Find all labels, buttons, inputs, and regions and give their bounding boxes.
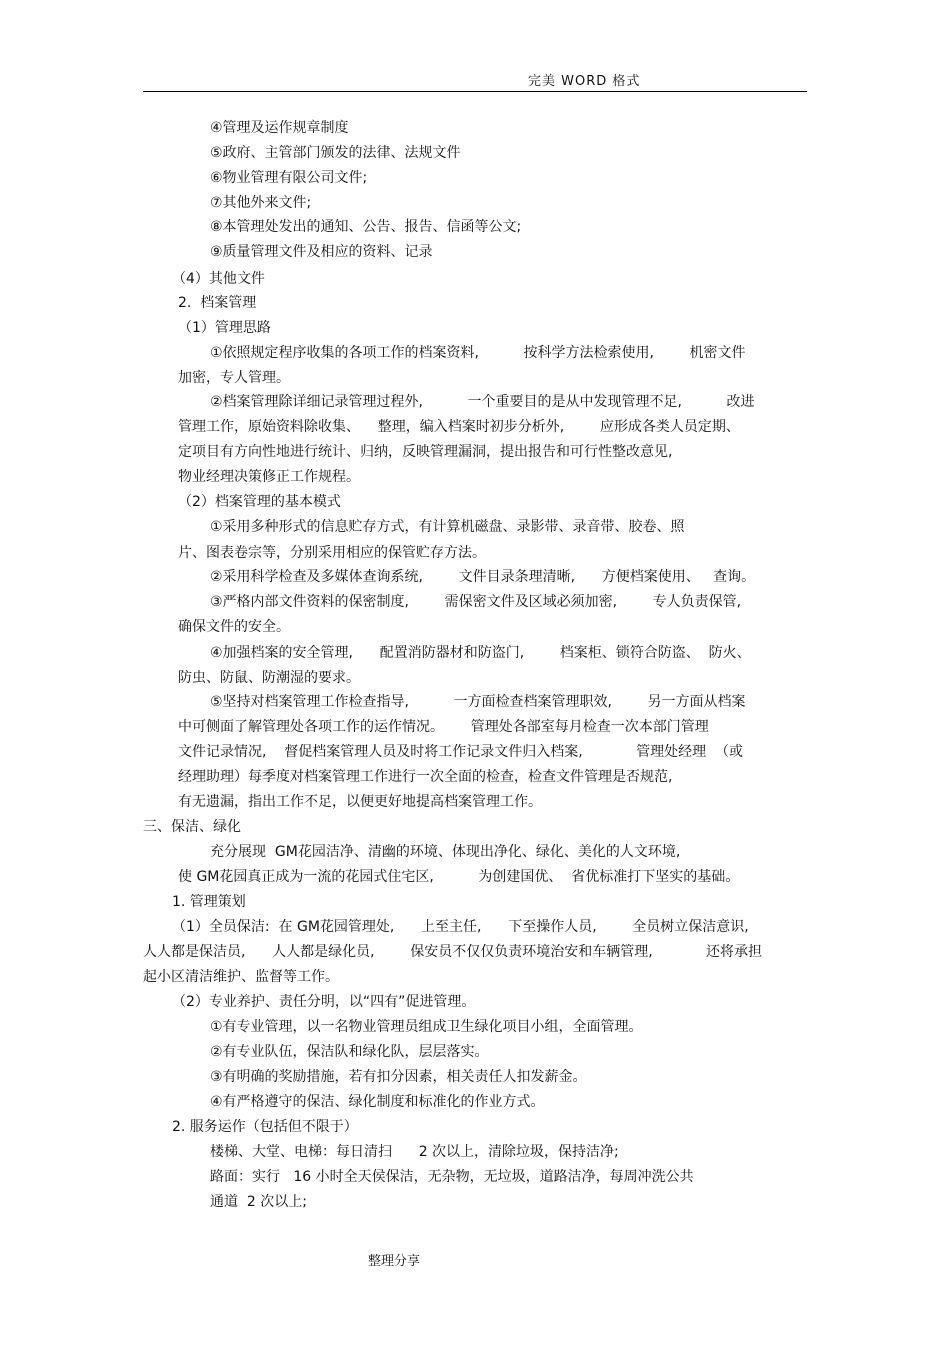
body-line: 使 GM花园真正成为一流的花园式住宅区, 为创建国优、 省优标准打下坚实的基础。 (178, 869, 740, 885)
body-line: 加密，专人管理。 (178, 370, 290, 386)
body-line: ①有专业管理，以一名物业管理员组成卫生绿化项目小组，全面管理。 (210, 1019, 643, 1035)
section-heading: 三、保洁、绿化 (143, 819, 241, 835)
body-line: ⑤坚持对档案管理工作检查指导, 一方面检查档案管理职效, 另一方面从档案 (210, 694, 746, 710)
body-line: 路面：实行 16 小时全天侯保洁，无杂物，无垃圾，道路洁净，每周冲洗公共 (210, 1169, 694, 1185)
body-line: 2. 服务运作（包括但不限于） (172, 1119, 358, 1135)
body-line: ③有明确的奖励措施，若有扣分因素，相关责任人扣发薪金。 (210, 1069, 587, 1085)
body-line: ②有专业队伍，保洁队和绿化队，层层落实。 (210, 1044, 489, 1060)
body-line: 定项目有方向性地进行统计、归纳，反映管理漏洞，提出报告和可行性整改意见, (178, 444, 673, 460)
header-rule (143, 91, 807, 92)
page-header: 完美 WORD 格式 (528, 74, 641, 89)
body-line: 人人都是保洁员, 人人都是绿化员, 保安员不仅仅负责环境治安和车辆管理, 还将承担 (143, 944, 763, 960)
body-line: 文件记录情况, 督促档案管理人员及时将工作记录文件归入档案, 管理处经理 （或 (178, 744, 744, 760)
body-line: 楼梯、大堂、电梯：每日清扫 2 次以上，清除垃圾，保持洁净; (210, 1144, 619, 1160)
body-line: 经理助理）每季度对档案管理工作进行一次全面的检查，检查文件管理是否规范, (178, 769, 673, 785)
body-line: （2）专业养护、责任分明，以“四有”促进管理。 (172, 994, 476, 1010)
body-line: 物业经理决策修正工作规程。 (178, 469, 360, 485)
body-line: 管理工作，原始资料除收集、 整理，编入档案时初步分析外, 应形成各类人员定期、 (178, 419, 740, 435)
body-line: ③严格内部文件资料的保密制度, 需保密文件及区域必须加密, 专人负责保管, (210, 594, 742, 610)
body-line: 中可侧面了解管理处各项工作的运作情况。 管理处各部室每月检查一次本部门管理 (178, 719, 709, 735)
body-line: 片、图表卷宗等，分别采用相应的保管贮存方法。 (178, 545, 486, 561)
body-line: ①依照规定程序收集的各项工作的档案资料, 按科学方法检索使用, 机密文件 (210, 345, 746, 361)
body-line: （4）其他文件 (172, 271, 265, 287)
body-line: ④管理及运作规章制度 (210, 120, 349, 136)
body-line: 1. 管理策划 (172, 894, 246, 910)
body-line: 有无遗漏，指出工作不足，以便更好地提高档案管理工作。 (178, 794, 542, 810)
body-line: ②采用科学检查及多媒体查询系统, 文件目录条理清晰, 方便档案使用、 查询。 (210, 569, 756, 585)
page-footer: 整理分享 (368, 1254, 421, 1269)
body-line: 2. 档案管理 (178, 295, 257, 311)
body-line: ⑧本管理处发出的通知、公告、报告、信函等公文; (210, 219, 522, 235)
body-line: ①采用多种形式的信息贮存方式，有计算机磁盘、录影带、录音带、胶卷、照 (210, 519, 685, 535)
body-line: ⑦其他外来文件; (210, 195, 312, 211)
body-line: 防虫、防鼠、防潮湿的要求。 (178, 670, 360, 686)
body-line: ⑨质量管理文件及相应的资料、记录 (210, 244, 433, 260)
body-line: 充分展现 GM花园洁净、清幽的环境、体现出净化、绿化、美化的人文环境, (210, 844, 681, 860)
body-line: ④加强档案的安全管理, 配置消防器材和防盗门, 档案柜、锁符合防盗、 防火、 (210, 645, 751, 661)
body-line: ②档案管理除详细记录管理过程外, 一个重要目的是从中发现管理不足, 改进 (210, 394, 755, 410)
body-line: 确保文件的安全。 (178, 619, 290, 635)
body-line: （1）管理思路 (178, 320, 271, 336)
body-line: ⑥物业管理有限公司文件; (210, 170, 368, 186)
body-line: ④有严格遵守的保洁、绿化制度和标准化的作业方式。 (210, 1094, 545, 1110)
body-line: 通道 2 次以上; (210, 1194, 307, 1210)
body-line: 起小区清洁维护、监督等工作。 (143, 969, 339, 985)
body-line: （2）档案管理的基本模式 (178, 494, 341, 510)
body-line: （1）全员保洁: 在 GM花园管理处, 上至主任, 下至操作人员, 全员树立保洁意识, (172, 919, 749, 935)
body-line: ⑤政府、主管部门颁发的法律、法规文件 (210, 145, 461, 161)
